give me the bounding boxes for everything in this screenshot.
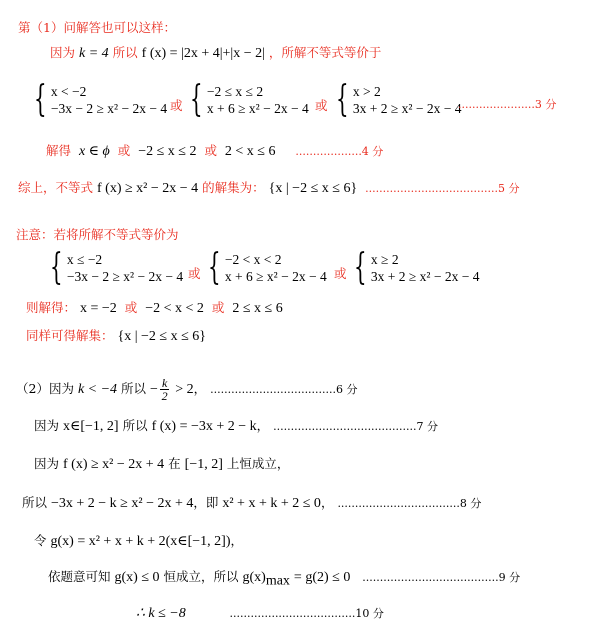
p2-l1-e: > 2 xyxy=(175,382,194,397)
p2-l6-b: g(x) ≤ 0 xyxy=(114,570,160,585)
p1-intro-f: f (x) = |2x + 4|+|x − 2| xyxy=(141,46,265,61)
fraction-k-over-2 xyxy=(160,377,169,402)
p2-l6-d: g(x) xyxy=(242,570,266,585)
p2-line-7 xyxy=(136,605,384,622)
sys1-b2: x + 6 ≥ x² − 2x − 4 xyxy=(206,101,309,116)
p2-l4-a: 所以 xyxy=(22,495,48,510)
score-6: ....................................6 分 xyxy=(210,383,358,396)
p1-solve xyxy=(46,143,383,160)
p1-solve-a: 解得 xyxy=(46,143,72,158)
note-solve-f: 2 ≤ x ≤ 6 xyxy=(232,301,283,316)
p2-l7-a: ∴ k ≤ −8 xyxy=(136,606,186,621)
p1-concl-c: 的解集为： xyxy=(202,180,265,195)
p2-l1-d: − xyxy=(150,382,158,397)
frac-num: k xyxy=(161,376,168,390)
note-same-b: {x | −2 ≤ x ≤ 6} xyxy=(117,329,207,344)
brace-icon: { xyxy=(336,79,349,120)
sys2-b2: x + 6 ≥ x² − 2x − 4 xyxy=(224,269,327,284)
p2-l6-e: = g(2) ≤ 0 xyxy=(293,570,351,585)
sys2-a2: −3x − 2 ≥ x² − 2x − 4 xyxy=(66,269,184,284)
p1-intro-c: 所以 xyxy=(112,45,138,60)
sys1-or1: 或 xyxy=(170,98,183,113)
p1-concl-b: f (x) ≥ x² − 2x − 4 xyxy=(97,181,199,196)
sys1-or2: 或 xyxy=(315,98,328,113)
p2-l3-e: 上恒成立， xyxy=(226,456,290,471)
p2-l3-c: 在 xyxy=(168,456,181,471)
sys1-b1: −2 ≤ x ≤ 2 xyxy=(206,84,264,99)
p2-l5-a: 令 xyxy=(34,533,47,548)
p1-intro-e: ，所解不等式等价于 xyxy=(268,45,382,60)
sys1-c2: 3x + 2 ≥ x² − 2x − 4 xyxy=(352,101,462,116)
p2-line-6 xyxy=(48,569,520,590)
p2-line-2 xyxy=(34,418,438,435)
system-1c xyxy=(336,79,462,120)
sys1-a1: x < −2 xyxy=(50,84,87,99)
p2-l1-a: （2）因为 xyxy=(16,381,74,396)
p1-concl-a: 综上，不等式 xyxy=(18,180,94,195)
p2-line-4 xyxy=(22,495,481,512)
brace-icon: { xyxy=(190,79,203,120)
p1-intro xyxy=(50,45,381,62)
brace-icon: { xyxy=(354,247,367,288)
p2-l5-c: ， xyxy=(230,533,244,548)
p1-solve-c: 或 xyxy=(117,143,131,158)
system-2c xyxy=(354,247,480,288)
system-1a xyxy=(34,79,168,120)
score-3: ......................3 分 xyxy=(458,98,557,111)
sys1-a2: −3x − 2 ≥ x² − 2x − 4 xyxy=(50,101,168,116)
p2-l3-b: f (x) ≥ x² − 2x + 4 xyxy=(63,457,165,472)
note-solve xyxy=(26,300,283,317)
sys2-b1: −2 < x < 2 xyxy=(224,252,282,267)
p2-l4-e: ， xyxy=(320,495,334,510)
score-4: ...................4 分 xyxy=(295,145,384,158)
brace-icon: { xyxy=(50,247,63,288)
p1-concl-d: {x | −2 ≤ x ≤ 6} xyxy=(268,181,358,196)
p2-l5-b: g(x) = x² + x + k + 2(x∈[−1, 2]) xyxy=(50,534,231,549)
system-2b xyxy=(208,247,327,288)
note-same-a: 同样可得解集： xyxy=(26,328,114,343)
part1-title: 第（1）问解答也可以这样： xyxy=(18,20,176,35)
note-solve-c: 或 xyxy=(124,300,138,315)
p2-line-3 xyxy=(34,456,289,473)
p2-l1-b: k < −4 xyxy=(77,382,118,397)
p1-conclusion xyxy=(18,180,520,197)
p2-line-5 xyxy=(34,533,243,550)
frac-den: 2 xyxy=(161,389,168,403)
p1-solve-f: 2 < x ≤ 6 xyxy=(224,144,276,159)
brace-icon: { xyxy=(34,79,47,120)
p1-intro-a: 因为 xyxy=(50,45,76,60)
note-solve-a: 则解得： xyxy=(26,300,77,315)
sys2-or1: 或 xyxy=(188,266,201,281)
p1-solve-d: −2 ≤ x ≤ 2 xyxy=(138,144,197,159)
p2-l4-c: ，即 xyxy=(193,495,219,510)
p1-solve-e: 或 xyxy=(204,143,217,158)
note-solve-e: 或 xyxy=(211,300,225,315)
p2-l3-a: 因为 xyxy=(34,456,60,471)
p2-l2-b: x∈[−1, 2] xyxy=(63,419,119,434)
note-same xyxy=(26,328,206,345)
note-solve-d: −2 < x < 2 xyxy=(145,301,204,316)
p2-l1-f: ， xyxy=(193,381,207,396)
brace-icon: { xyxy=(208,247,221,288)
p2-l6-a: 依题意可知 xyxy=(48,569,111,584)
sys2-a1: x ≤ −2 xyxy=(66,252,103,267)
system-1b xyxy=(190,79,309,120)
p2-l6-sub: max xyxy=(265,573,290,589)
p1-solve-b: x ∈ ϕ xyxy=(78,144,110,159)
score-10: ....................................10 分 xyxy=(229,607,384,620)
p1-intro-k: k = 4 xyxy=(79,46,109,61)
sys2-c1: x ≥ 2 xyxy=(370,252,399,267)
sys2-or2: 或 xyxy=(334,266,347,281)
p2-l2-c: 所以 xyxy=(122,418,148,433)
score-8: ...................................8 分 xyxy=(337,497,482,510)
system-2a xyxy=(50,247,184,288)
score-5: ......................................5 分 xyxy=(365,182,520,195)
score-9: .......................................9 分 xyxy=(362,571,521,584)
p2-l2-d: f (x) = −3x + 2 − k xyxy=(151,419,257,434)
note-solve-b: x = −2 xyxy=(80,301,117,316)
p2-l6-c: 恒成立，所以 xyxy=(163,569,239,584)
score-7: .........................................7 分 xyxy=(273,420,439,433)
sys2-c2: 3x + 2 ≥ x² − 2x − 4 xyxy=(370,269,480,284)
sys1-c1: x > 2 xyxy=(352,84,381,99)
note-title: 注意：若将所解不等式等价为 xyxy=(16,227,179,242)
p2-l4-d: x² + x + k + 2 ≤ 0 xyxy=(222,496,321,511)
p2-l2-e: ， xyxy=(256,418,270,433)
p2-l2-a: 因为 xyxy=(34,418,60,433)
p2-line-1 xyxy=(16,376,358,403)
p2-l1-c: 所以 xyxy=(121,381,147,396)
p2-l4-b: −3x + 2 − k ≥ x² − 2x + 4 xyxy=(51,496,194,511)
p2-l3-d: [−1, 2] xyxy=(184,457,223,472)
